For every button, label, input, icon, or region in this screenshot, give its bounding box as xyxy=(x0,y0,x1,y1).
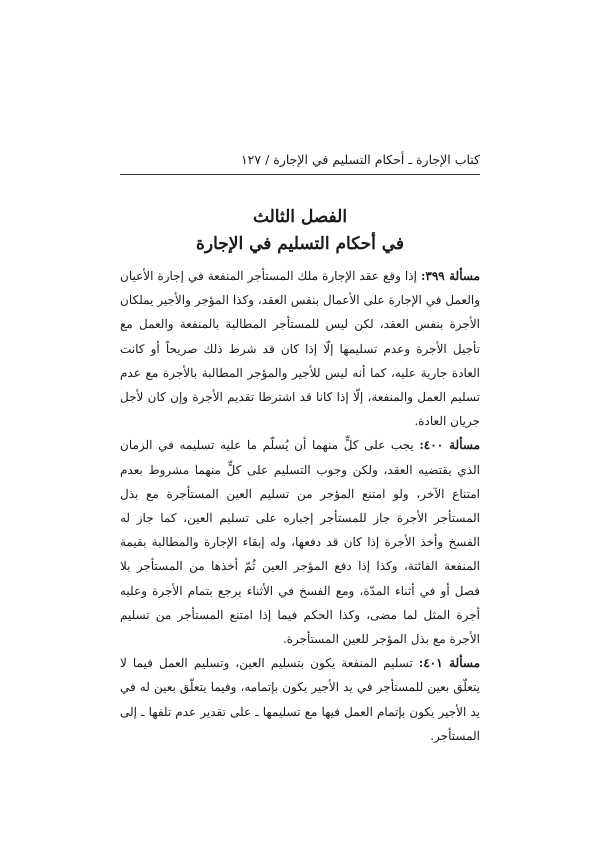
issue-400-label: مسألة ٤٠٠: xyxy=(419,438,480,453)
issue-400-text: يجب على كلٍّ منهما أن يُسلّم ما عليه تسليمه في الزمان الذي يقتضيه العقد، ولكن وجوب التسليم على كلٍّ منهما مشروط بعدم امتناع الآخر، ولو امتنع المؤجر من تسليم العين المستأجرة مع بذل المستأجر الأجرة جاز للمستأجر إجباره على تسليم العين، كما جاز له الفسخ وأخذ الأجرة إذا كان قد دفعها، وله إبقاء الإجارة والمطالبة بقيمة المنفعة الفائتة، وكذا إذا دفع المؤجر العين ثُمّ أخذها من المستأجر بلا فصل أو في أثناء المدّة، ومع الفسخ في الأثناء يرجع بتمام الأجرة وعليه أجرة المثل لما مضى، وكذا الحكم فيما إذا امتنع المستأجر من تسليم الأجرة مع بذل المؤجر للعين المستأجرة. xyxy=(120,438,480,647)
running-header-text: كتاب الإجارة ـ أحكام التسليم في الإجارة / ١٢٧ xyxy=(240,152,480,167)
issue-401-text: تسليم المنفعة يكون بتسليم العين، وتسليم العمل فيما لا يتعلّق بعين للمستأجر في يد الأجير يكون بإتمامه، وفيما يتعلّق بعين له في يد الأجير يكون بإتمام العمل فيها مع تسليمها ـ على تقدير عدم تلفها ـ إلى المستأجر. xyxy=(120,656,480,743)
issue-400-paragraph xyxy=(120,433,480,651)
issue-399-paragraph xyxy=(120,264,480,433)
issue-401-paragraph xyxy=(120,651,480,748)
body-text xyxy=(120,264,480,748)
issue-401-label: مسألة ٤٠١: xyxy=(418,656,480,671)
running-header xyxy=(120,152,480,175)
section-title: في أحكام التسليم في الإجارة xyxy=(195,234,405,254)
chapter-title: الفصل الثالث xyxy=(252,207,348,227)
issue-399-text: إذا وقع عقد الإجارة ملك المستأجر المنفعة في إجارة الأعيان والعمل في الإجارة على الأعمال بنفس العقد، وكذا المؤجر والأجير يملكان الأجرة بنفس العقد، لكن ليس للمستأجر المطالبة بالمنفعة والعمل مع تأجيل الأجرة وعدم تسليمها إلّا إذا كان قد شرط ذلك صريحاً أو كانت العادة جارية عليه، كما أنه ليس للأجير والمؤجر المطالبة بالأجرة مع عدم تسليم العمل والمنفعة، إلّا إذا كانا قد اشترطا تقديم الأجرة وإن كان لأجل جريان العادة. xyxy=(120,269,480,429)
issue-399-label: مسألة ٣٩٩: xyxy=(420,269,480,283)
